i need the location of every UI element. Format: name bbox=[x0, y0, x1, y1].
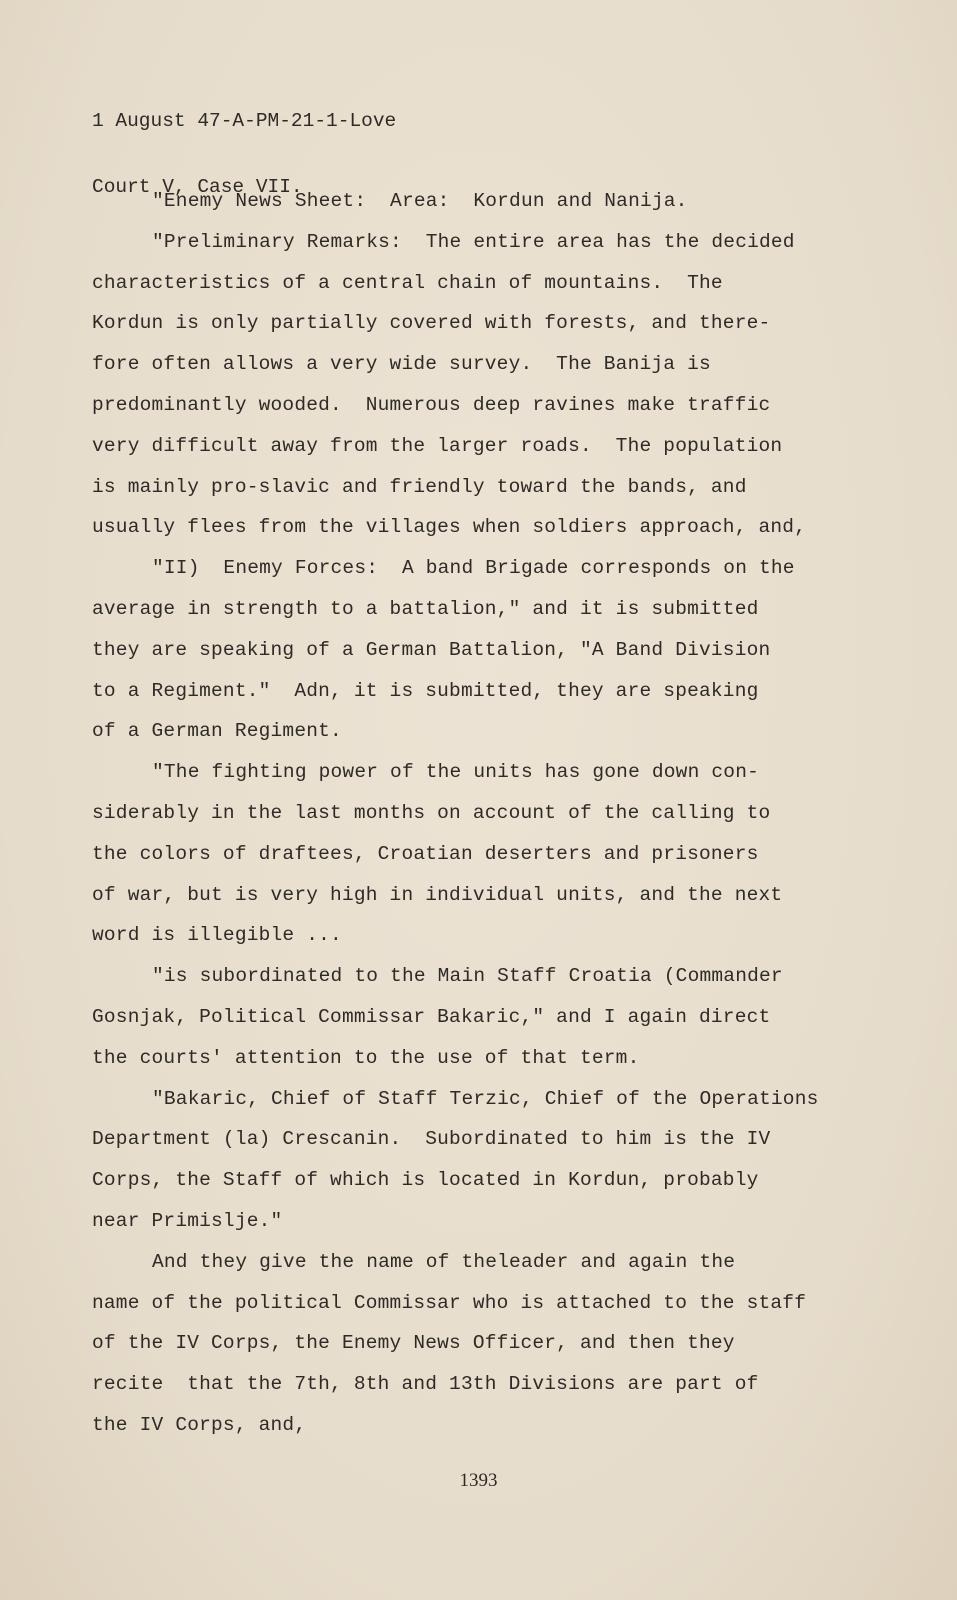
text-line: Kordun is only partially covered with forests, and there- bbox=[92, 312, 771, 335]
text-line: word is illegible ... bbox=[92, 924, 342, 947]
text-line: Department (la) Crescanin. Subordinated to him is the IV bbox=[92, 1128, 771, 1151]
text-line: near Primislje." bbox=[92, 1209, 283, 1232]
text-line: average in strength to a battalion," and it is submitted bbox=[92, 597, 759, 620]
text-line: siderably in the last months on account of the calling to bbox=[92, 801, 771, 824]
text-line: "is subordinated to the Main Staff Croatia (Commander bbox=[152, 965, 783, 988]
text-line: characteristics of a central chain of mountains. The bbox=[92, 271, 723, 294]
header-reference: 1 August 47-A-PM-21-1-Love bbox=[92, 110, 397, 132]
text-line: of the IV Corps, the Enemy News Officer, and then they bbox=[92, 1332, 735, 1355]
page-number: 1393 bbox=[459, 1470, 498, 1491]
text-line: "II) Enemy Forces: A band Brigade corresponds on the bbox=[152, 557, 795, 580]
text-line: predominantly wooded. Numerous deep ravines make traffic bbox=[92, 393, 771, 416]
text-line: they are speaking of a German Battalion, "A Band Division bbox=[92, 638, 771, 661]
text-line: name of the political Commissar who is attached to the staff bbox=[92, 1291, 807, 1314]
text-line: the colors of draftees, Croatian deserters and prisoners bbox=[92, 842, 759, 865]
text-line: recite that the 7th, 8th and 13th Divisions are part of bbox=[92, 1373, 759, 1396]
text-line: the IV Corps, and, bbox=[92, 1413, 307, 1436]
text-line: "Preliminary Remarks: The entire area has the decided bbox=[152, 230, 795, 253]
text-line: fore often allows a very wide survey. The Banija is bbox=[92, 353, 711, 376]
text-line: to a Regiment." Adn, it is submitted, they are speaking bbox=[92, 679, 759, 702]
document-body bbox=[92, 181, 819, 1446]
header-court-case: Court V, Case VII. bbox=[92, 176, 303, 198]
text-line: the courts' attention to the use of that term. bbox=[92, 1046, 640, 1069]
text-line: very difficult away from the larger roads. The population bbox=[92, 434, 783, 457]
text-line: "Enemy News Sheet: Area: Kordun and Nanija. bbox=[152, 190, 688, 212]
text-line: of a German Regiment. bbox=[92, 720, 342, 743]
text-line: "The fighting power of the units has gone down con- bbox=[152, 761, 759, 784]
text-line: And they give the name of theleader and again the bbox=[152, 1250, 736, 1273]
text-line: Gosnjak, Political Commissar Bakaric," and I again direct bbox=[92, 1005, 771, 1028]
text-line: is mainly pro-slavic and friendly toward the bands, and bbox=[92, 475, 747, 498]
text-line: Corps, the Staff of which is located in Kordun, probably bbox=[92, 1169, 759, 1192]
text-line: usually flees from the villages when soldiers approach, and, bbox=[92, 516, 807, 539]
text-line: "Bakaric, Chief of Staff Terzic, Chief of the Operations bbox=[152, 1087, 819, 1110]
text-line: of war, but is very high in individual units, and the next bbox=[92, 883, 783, 906]
